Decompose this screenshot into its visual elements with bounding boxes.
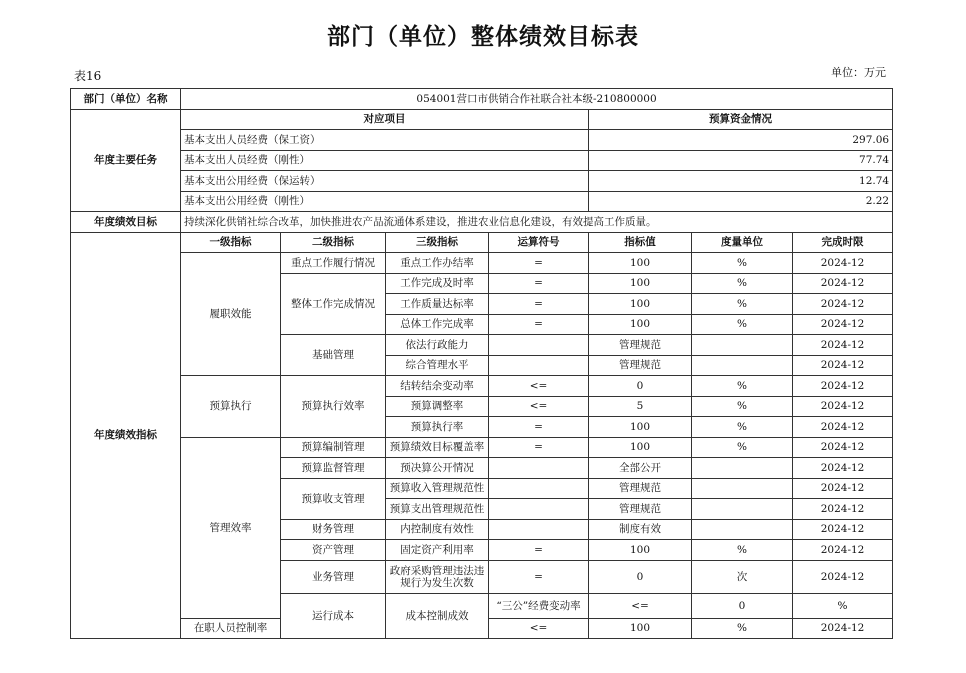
level3-cell: 固定资产利用率: [386, 540, 489, 561]
deadline-cell: 2024-12: [793, 540, 893, 561]
unit-cell: [692, 458, 793, 479]
level2-cell: 资产管理: [281, 540, 386, 561]
indicators-label: 年度绩效指标: [71, 232, 181, 639]
operator-cell: =: [489, 540, 589, 561]
operator-cell: [489, 335, 589, 356]
value-cell: 管理规范: [589, 499, 692, 520]
deadline-cell: 2024-12: [793, 396, 893, 417]
operator-cell: =: [489, 417, 589, 438]
value-cell: 管理规范: [589, 335, 692, 356]
table-number: 表16: [74, 69, 102, 83]
deadline-cell: 2024-12: [793, 335, 893, 356]
operator-cell: =: [489, 294, 589, 315]
unit-cell: [692, 335, 793, 356]
indicators-header-row: [71, 232, 893, 253]
value-cell: 100: [589, 540, 692, 561]
deadline-cell: 2024-12: [793, 417, 893, 438]
task-name: 基本支出人员经费（保工资）: [181, 130, 589, 151]
task-name: 基本支出公用经费（刚性）: [181, 191, 589, 212]
level1-cell: 预算执行: [181, 376, 281, 438]
deadline-cell: 2024-12: [793, 376, 893, 397]
unit-cell: %: [692, 618, 793, 639]
table-row: [71, 253, 893, 274]
unit-cell: [692, 355, 793, 376]
level2-cell: 财务管理: [281, 519, 386, 540]
operator-cell: <=: [489, 376, 589, 397]
col-header: 指标值: [589, 232, 692, 253]
operator-cell: =: [489, 253, 589, 274]
level3-cell: 内控制度有效性: [386, 519, 489, 540]
value-cell: 5: [589, 396, 692, 417]
deadline-cell: 2024-12: [793, 273, 893, 294]
performance-table: [70, 88, 893, 639]
unit-cell: %: [692, 294, 793, 315]
dept-row: [71, 89, 893, 110]
level2-cell: 整体工作完成情况: [281, 273, 386, 335]
dept-value: 054001营口市供销合作社联合社本级-210800000: [181, 89, 893, 110]
unit-cell: %: [692, 314, 793, 335]
level3-cell: 预算支出管理规范性: [386, 499, 489, 520]
page-title: 部门（单位）整体绩效目标表: [327, 23, 639, 50]
tasks-header-row: [71, 109, 893, 130]
deadline-cell: 2024-12: [793, 499, 893, 520]
goal-row: [71, 212, 893, 233]
value-cell: 100: [589, 437, 692, 458]
dept-label: 部门（单位）名称: [71, 89, 181, 110]
level2-cell: 重点工作履行情况: [281, 253, 386, 274]
level3-cell: 预算执行率: [386, 417, 489, 438]
goal-text: 持续深化供销社综合改革，加快推进农产品流通体系建设，推进农业信息化建设，有效提高工作质量。: [181, 212, 893, 233]
operator-cell: =: [489, 314, 589, 335]
value-cell: 100: [589, 314, 692, 335]
task-amount: 77.74: [589, 150, 893, 171]
operator-cell: <=: [489, 396, 589, 417]
value-cell: 100: [589, 253, 692, 274]
value-cell: 100: [589, 273, 692, 294]
level2-cell: 成本控制成效: [386, 593, 489, 639]
unit-cell: %: [793, 593, 893, 618]
goal-label: 年度绩效目标: [71, 212, 181, 233]
tasks-col-budget: 预算资金情况: [589, 109, 893, 130]
deadline-cell: 2024-12: [793, 519, 893, 540]
deadline-cell: 2024-12: [793, 314, 893, 335]
task-amount: 12.74: [589, 171, 893, 192]
level2-cell: 预算收支管理: [281, 478, 386, 519]
task-row: [71, 191, 893, 212]
task-name: 基本支出公用经费（保运转）: [181, 171, 589, 192]
operator-cell: [489, 355, 589, 376]
value-cell: 管理规范: [589, 355, 692, 376]
deadline-cell: 2024-12: [793, 253, 893, 274]
level3-cell: 工作完成及时率: [386, 273, 489, 294]
level2-cell: 业务管理: [281, 560, 386, 593]
deadline-cell: 2024-12: [793, 478, 893, 499]
operator-cell: =: [489, 437, 589, 458]
task-amount: 2.22: [589, 191, 893, 212]
unit-cell: [692, 519, 793, 540]
value-cell: 0: [692, 593, 793, 618]
col-header: 完成时限: [793, 232, 893, 253]
operator-cell: [489, 458, 589, 479]
operator-cell: =: [489, 273, 589, 294]
level3-cell: 在职人员控制率: [181, 618, 281, 639]
col-header: 三级指标: [386, 232, 489, 253]
level3-cell: 依法行政能力: [386, 335, 489, 356]
level3-cell: 政府采购管理违法违规行为发生次数: [386, 560, 489, 593]
value-cell: 管理规范: [589, 478, 692, 499]
deadline-cell: 2024-12: [793, 618, 893, 639]
unit-cell: %: [692, 253, 793, 274]
value-cell: 0: [589, 376, 692, 397]
table-row: [71, 437, 893, 458]
level2-cell: 预算编制管理: [281, 437, 386, 458]
unit-cell: %: [692, 437, 793, 458]
value-cell: 100: [589, 417, 692, 438]
level3-cell: 总体工作完成率: [386, 314, 489, 335]
operator-cell: [489, 499, 589, 520]
task-amount: 297.06: [589, 130, 893, 151]
task-row: [71, 171, 893, 192]
unit-label: 单位：万元: [831, 66, 886, 79]
deadline-cell: 2024-12: [793, 560, 893, 593]
value-cell: 全部公开: [589, 458, 692, 479]
unit-cell: [692, 499, 793, 520]
deadline-cell: 2024-12: [793, 437, 893, 458]
unit-cell: [692, 478, 793, 499]
task-name: 基本支出人员经费（刚性）: [181, 150, 589, 171]
unit-cell: %: [692, 376, 793, 397]
value-cell: 100: [589, 618, 692, 639]
operator-cell: =: [489, 560, 589, 593]
unit-cell: 次: [692, 560, 793, 593]
level3-cell: 预决算公开情况: [386, 458, 489, 479]
unit-cell: %: [692, 273, 793, 294]
level2-cell: 基础管理: [281, 335, 386, 376]
level3-cell: “三公”经费变动率: [489, 593, 589, 618]
col-header: 一级指标: [181, 232, 281, 253]
table-row: [71, 376, 893, 397]
operator-cell: <=: [489, 618, 589, 639]
col-header: 二级指标: [281, 232, 386, 253]
level3-cell: 结转结余变动率: [386, 376, 489, 397]
deadline-cell: 2024-12: [793, 294, 893, 315]
level3-cell: 预算绩效目标覆盖率: [386, 437, 489, 458]
task-row: [71, 150, 893, 171]
level2-cell: 预算监督管理: [281, 458, 386, 479]
level3-cell: 工作质量达标率: [386, 294, 489, 315]
level3-cell: 综合管理水平: [386, 355, 489, 376]
unit-cell: %: [692, 540, 793, 561]
level3-cell: 预算调整率: [386, 396, 489, 417]
level1-cell: 管理效率: [181, 437, 281, 618]
deadline-cell: 2024-12: [793, 458, 893, 479]
operator-cell: [489, 478, 589, 499]
col-header: 运算符号: [489, 232, 589, 253]
level1-cell: 运行成本: [281, 593, 386, 639]
unit-cell: %: [692, 417, 793, 438]
level2-cell: 预算执行效率: [281, 376, 386, 438]
col-header: 度量单位: [692, 232, 793, 253]
level3-cell: 预算收入管理规范性: [386, 478, 489, 499]
deadline-cell: 2024-12: [793, 355, 893, 376]
tasks-label: 年度主要任务: [71, 109, 181, 212]
level3-cell: 重点工作办结率: [386, 253, 489, 274]
operator-cell: [489, 519, 589, 540]
value-cell: 100: [589, 294, 692, 315]
value-cell: 0: [589, 560, 692, 593]
value-cell: 制度有效: [589, 519, 692, 540]
task-row: [71, 130, 893, 151]
operator-cell: <=: [589, 593, 692, 618]
tasks-col-item: 对应项目: [181, 109, 589, 130]
level1-cell: 履职效能: [181, 253, 281, 376]
unit-cell: %: [692, 396, 793, 417]
